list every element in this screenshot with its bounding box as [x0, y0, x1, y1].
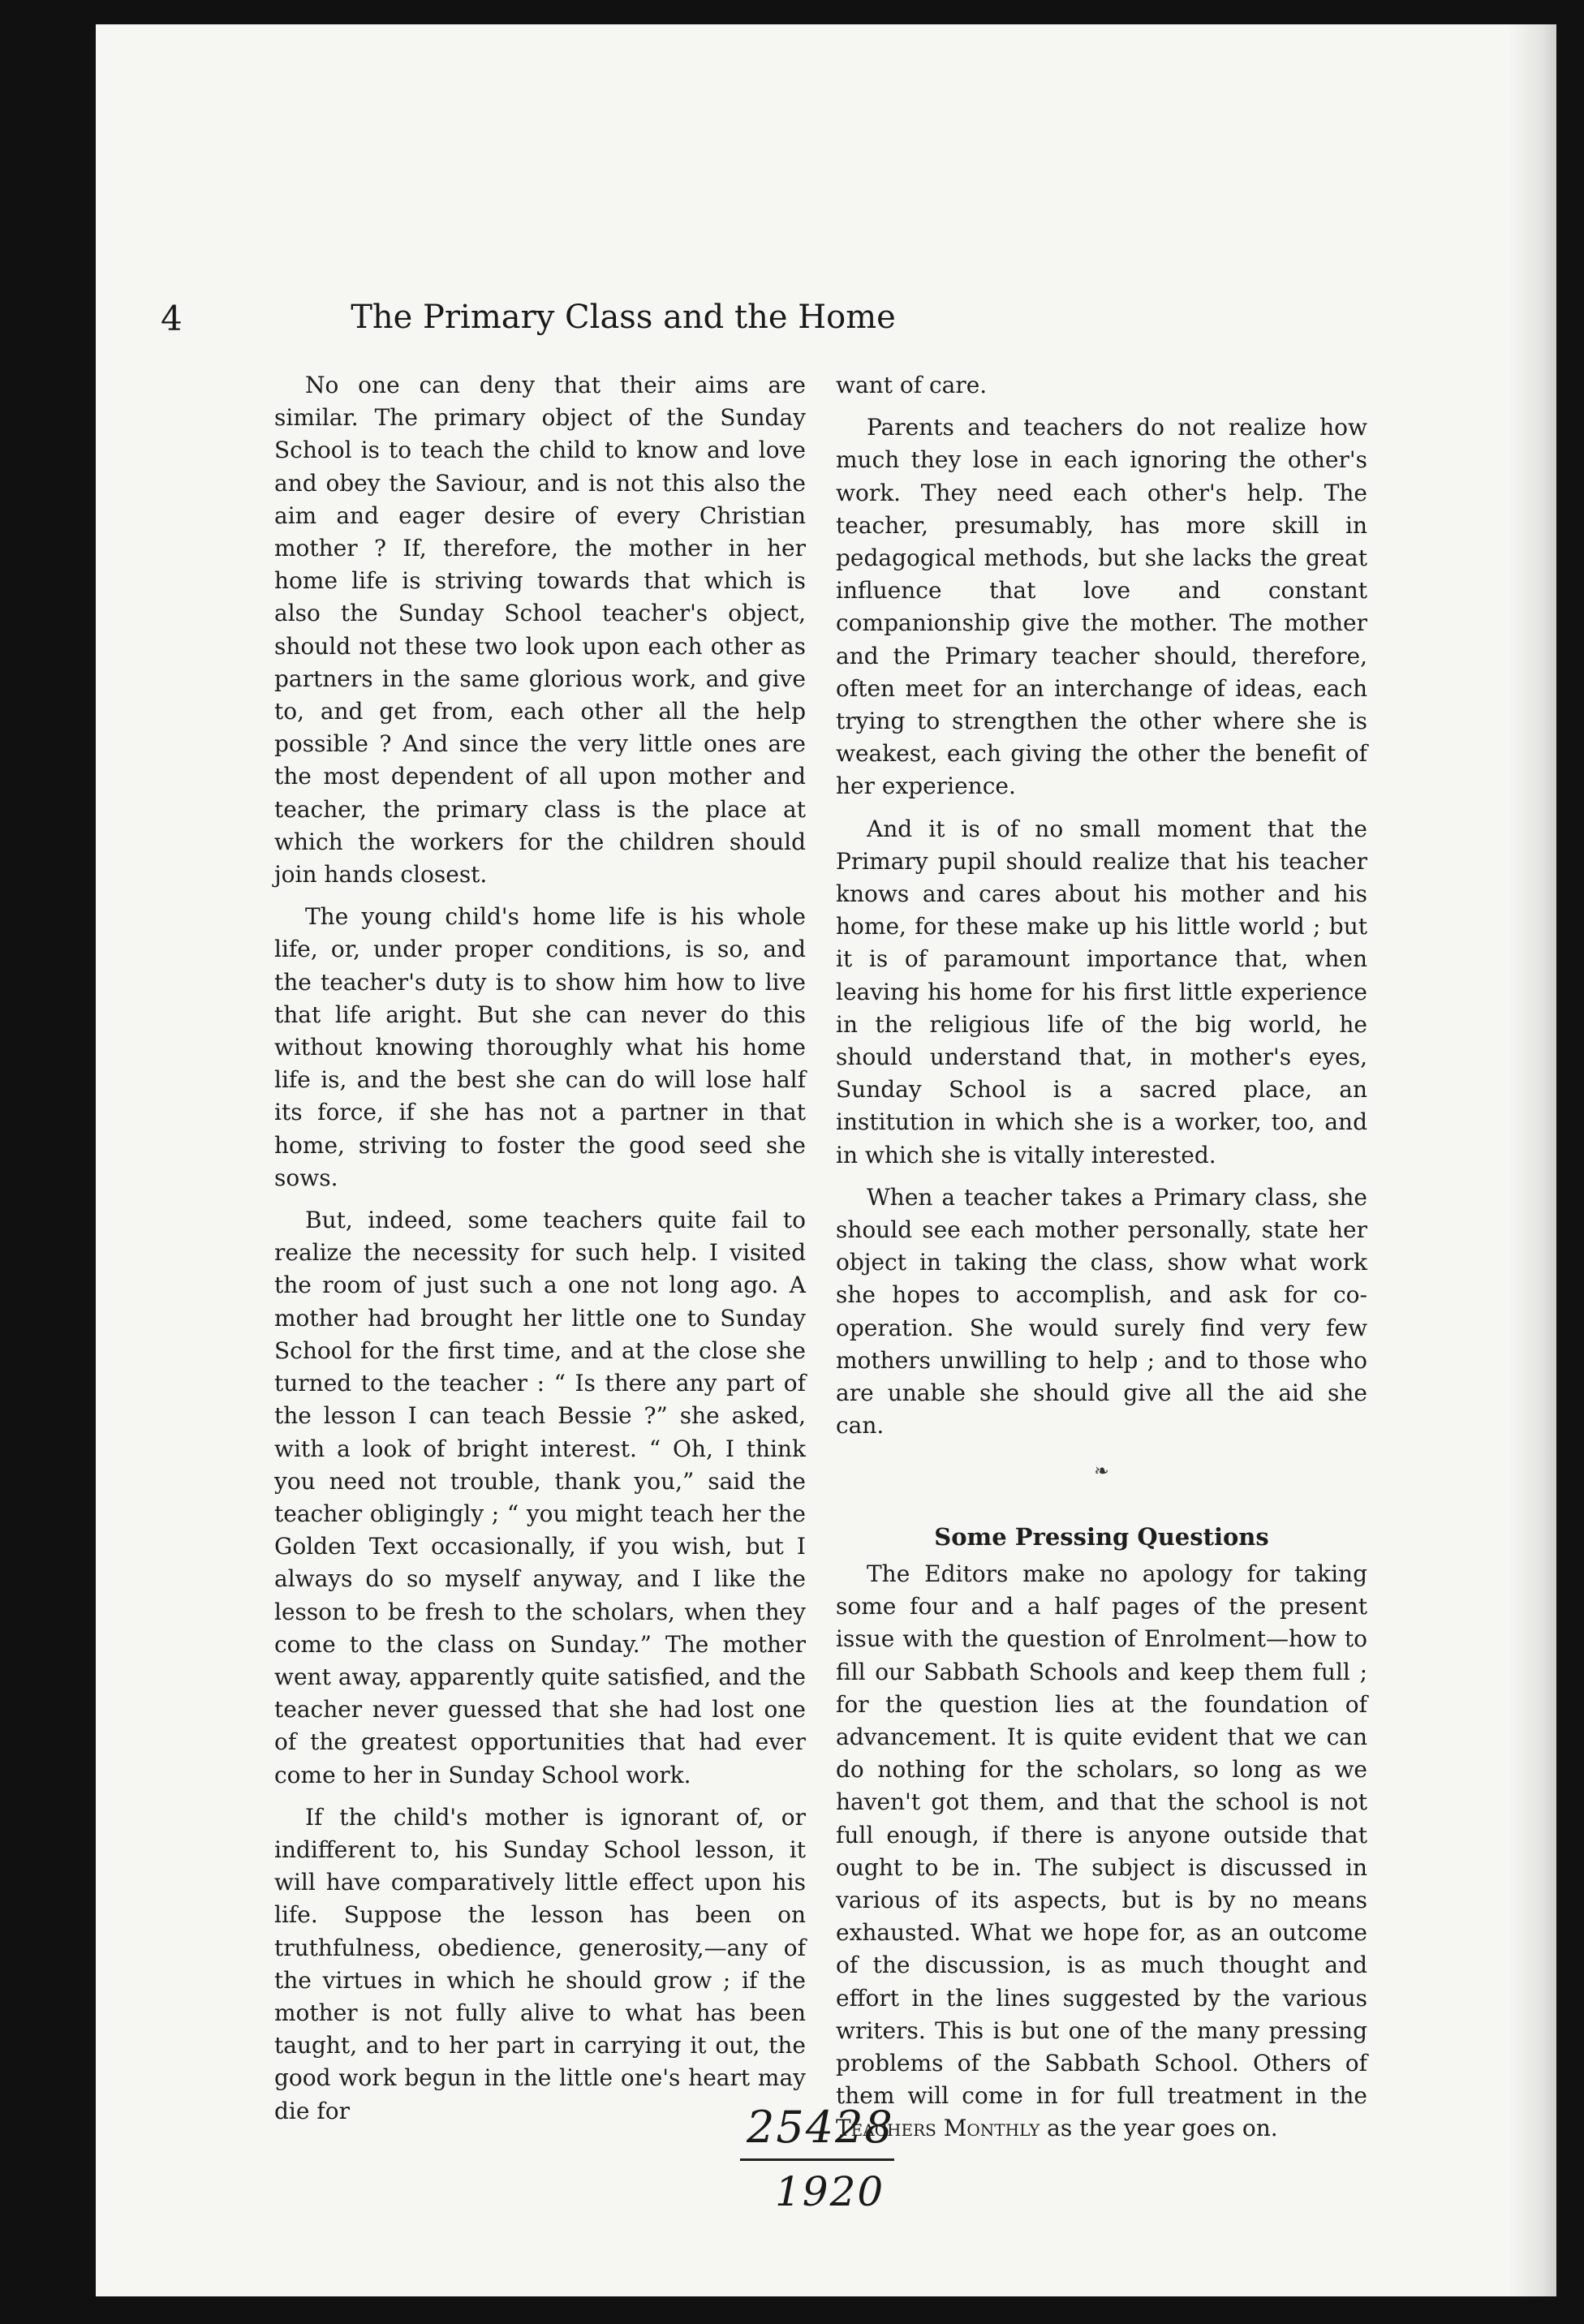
- paragraph-primary-class: When a teacher takes a Primary class, she should see each mother personally, state her object in taking the class, show what work she hopes to accomplish, and ask for co-operation. She would surely find very few mothers unwilling to help ; and to those who are unable she should give all the aid she can.: [836, 1183, 1367, 1440]
- handwritten-underline: [740, 2158, 894, 2161]
- paragraph-home-life: The young child's home life is his whole life, or, under proper conditions, is so, and the teacher's duty is to show him how to live that life aright. But she can never do this without knowing thoroughly what his home life is, and the best she can do will lose half its force, if she has not a partner in that home, striving to foster the good seed she sows.: [274, 903, 806, 1191]
- left-column: [274, 369, 806, 2137]
- handwritten-year: 1920: [775, 2168, 885, 2215]
- paragraph-editors: [836, 1558, 1367, 2145]
- fleuron-ornament-icon: ❧: [1094, 1461, 1109, 1482]
- paragraph-primary-pupil: And it is of no small moment that the Primary pupil should realize that his teacher knows and cares about his mother and his home, for these make up his little world ; but it is of paramount importance that, when leaving his home for his first little experience in the religious life of the big world, he should understand that, in mother's eyes, Sunday School is a sacred place, an institution in which she is a worker, too, and in which she is vitally interested.: [836, 815, 1367, 1168]
- publication-name: Teachers Monthly: [836, 2115, 1040, 2142]
- page-edge-shadow: [1508, 24, 1556, 2296]
- section-heading: Some Pressing Questions: [934, 1522, 1269, 1551]
- paragraph-mother-ignorant: If the child's mother is ignorant of, or indifferent to, his Sunday School lesson, it will have comparatively little effect upon his life. Suppose the lesson has been on truthfulness, obedience, generosity,—any of the virtues in which he should grow ; if the mother is not fully alive to what has been taught, and to her part in carrying it out, the good work begun in the little one's heart may die for: [274, 1803, 806, 2124]
- editors-tail: as the year goes on.: [1040, 2115, 1278, 2142]
- paragraph-parents-teachers: Parents and teachers do not realize how much they lose in each ignoring the other's work. They need each other's help. The teacher, presumably, has more skill in pedagogical methods, but she lacks the great influence that love and constant companionship give the mother. The mother and the Primary teacher should, therefore, often meet for an interchange of ideas, each trying to strengthen the other where she is weakest, each giving the other the benefit of her experience.: [836, 414, 1367, 800]
- right-column: [836, 369, 1367, 2155]
- running-header: [161, 299, 1086, 347]
- paragraph-continuation: want of care.: [836, 372, 988, 398]
- running-title: The Primary Class and the Home: [351, 299, 896, 336]
- handwritten-accession-number: 25428: [747, 2102, 894, 2153]
- paragraph-aims: No one can deny that their aims are similar. The primary object of the Sunday School is to teach the child to know and love and obey the Saviour, and is not this also the aim and eager desire of every Christian mother ? If, therefore, the mother in her home life is striving towards that which is also the Sunday School teacher's object, should not these two look upon each other as partners in the same glorious work, and give to, and get from, each other all the help possible ? And since the very little ones are the most dependent of all upon mother and teacher, the primary class is the place at which the workers for the children should join hands closest.: [274, 372, 806, 889]
- paragraph-teachers-fail: But, indeed, some teachers quite fail to realize the necessity for such help. I visited the room of just such a one not long ago. A mother had brought her little one to Sunday School for the first time, and at the close she turned to the teacher : “ Is there any part of the lesson I can teach Bessie ?” she asked, with a look of bright interest. “ Oh, I think you need not trouble, thank you,” said the teacher obligingly ; “ you might teach her the Golden Text occasionally, if you wish, but I always do so myself anyway, and I like the lesson to be fresh to the scholars, when they come to the class on Sunday.” The mother went away, apparently quite satisfied, and the teacher never guessed that she had lost one of the greatest opportunities that had ever come to her in Sunday School work.: [274, 1207, 806, 1788]
- editors-text: The Editors make no apology for taking some four and a half pages of the present issue with the question of Enrolment—how to fill our Sabbath Schools and keep them full ; for the question lies at the foundation of advancement. It is quite evident that we can do nothing for the scholars, so long as we haven't got them, and that the school is not full enough, if there is anyone outside that ought to be in. The subject is discussed in various of its aspects, but is by no means exhausted. What we hope for, as an outcome of the discussion, is as much thought and effort in the lines suggested by the various writers. This is but one of the many pressing problems of the Sabbath School. Others of them will come in for full treatment in the: [836, 1560, 1367, 2110]
- page-number: 4: [161, 299, 183, 338]
